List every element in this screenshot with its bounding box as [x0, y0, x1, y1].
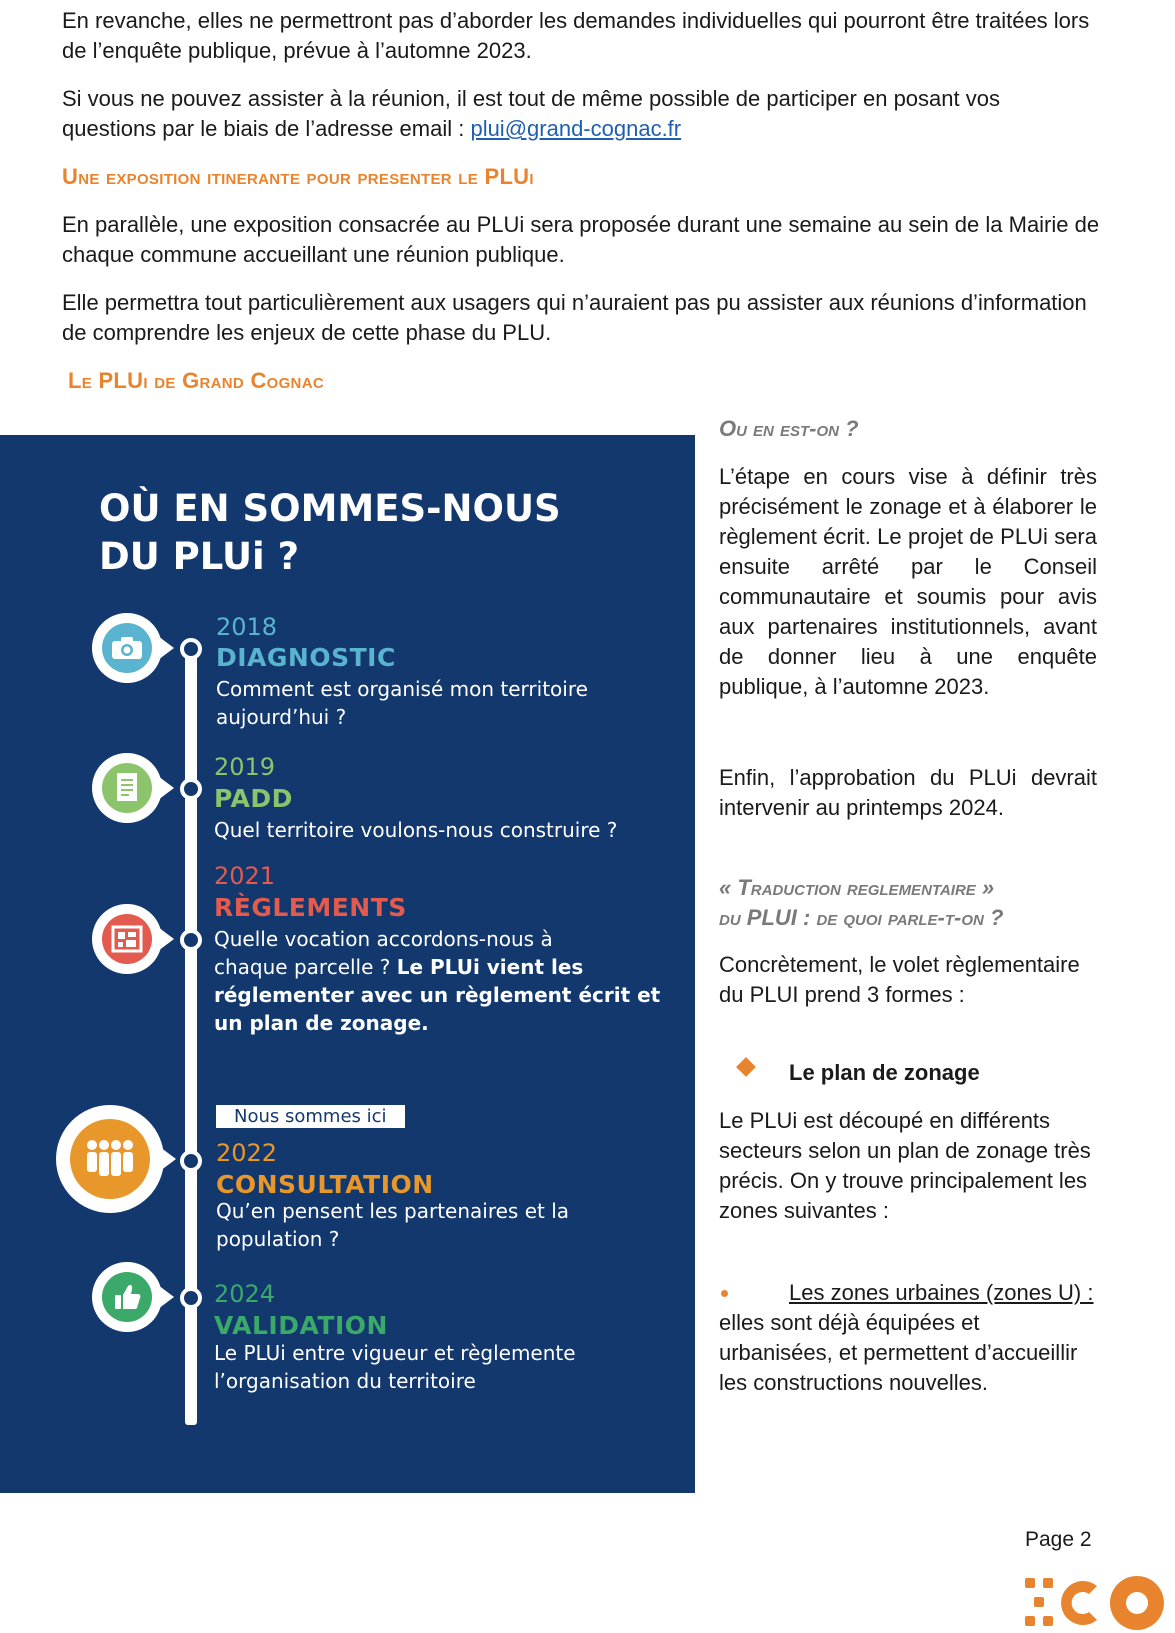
intro-paragraph-1: En revanche, elles ne permettront pas d’aborder les demandes individuelles qui pourront être traitées lors de l’enquête publique, prévue à l’automne 2023.: [62, 8, 1090, 63]
timeline-dot-2022: [180, 1150, 202, 1172]
step-name-validation: VALIDATION: [214, 1311, 388, 1340]
current-stage-paragraph: L’étape en cours vise à définir très précisément le zonage et à élaborer le règlement écrit. Le projet de PLUi sera ensuite arrêté par le Conseil communautaire et soumis pour avis aux partenaires institutionnels, avant de donner lieu à une enquête publique, à l’automne 2023.: [719, 464, 1097, 699]
grand-cognac-logo: [1025, 1572, 1175, 1633]
step-desc-validation-l2: l’organisation du territoire: [214, 1369, 476, 1393]
traduction-heading-line-2: du PLUI : de quoi parle-t-on ?: [719, 905, 1004, 930]
timeline-dot-2018: [180, 638, 202, 660]
step-year-2018: 2018: [216, 613, 278, 641]
step-desc-reglements-l4-bold: un plan de zonage.: [214, 1011, 429, 1035]
infographic-title: [99, 485, 561, 581]
timeline-dot-2024: [180, 1287, 202, 1309]
urban-zones-text: elles sont déjà équipées et urbanisées, et permettent d’accueillir les constructions nouvelles.: [719, 1310, 1078, 1395]
step-name-padd: PADD: [214, 784, 293, 813]
people-icon: [84, 1137, 136, 1181]
zoning-plan-item: Le plan de zonage: [789, 1060, 980, 1085]
step-desc-diagnostic-l1: Comment est organisé mon territoire: [216, 677, 588, 701]
step-year-2021: 2021: [214, 862, 276, 890]
validation-bubble: [92, 1262, 162, 1332]
step-year-2019: 2019: [214, 753, 276, 781]
step-desc-reglements-l1: Quelle vocation accordons-nous à: [214, 927, 553, 951]
step-name-reglements: RÈGLEMENTS: [214, 893, 407, 922]
step-desc-reglements: [214, 925, 674, 1037]
step-year-2024: 2024: [214, 1280, 276, 1308]
consultation-bubble: [56, 1105, 164, 1213]
timeline-infographic: [0, 435, 695, 1493]
step-desc-padd: Quel territoire voulons-nous construire ?: [214, 818, 618, 842]
camera-icon: [110, 635, 144, 661]
step-desc-reglements-l2-plain: chaque parcelle ?: [214, 955, 397, 979]
plui-heading: Le PLUi de Grand Cognac: [68, 368, 324, 393]
thumbs-up-icon: [112, 1282, 142, 1312]
intro-paragraph-2: [62, 84, 1100, 144]
exposition-paragraph-2: Elle permettra tout particulièrement aux usagers qui n’auraient pas pu assister aux réunions d’information de comprendre les enjeux de cette phase du PLU.: [62, 290, 1087, 345]
urban-zones-label: Les zones urbaines (zones U) :: [789, 1280, 1094, 1305]
timeline-rail: [185, 653, 197, 1425]
email-link[interactable]: plui@grand-cognac.fr: [470, 116, 682, 141]
step-desc-reglements-l2-bold: Le PLUi vient les: [396, 955, 584, 979]
step-year-2022: 2022: [216, 1139, 278, 1167]
step-desc-diagnostic-l2: aujourd’hui ?: [216, 705, 347, 729]
step-desc-reglements-l3-bold: réglementer avec un règlement écrit et: [214, 983, 661, 1007]
diamond-bullet-icon: [736, 1057, 756, 1077]
intro-paragraph-2-text: Si vous ne pouvez assister à la réunion, il est tout de même possible de participer en posant vos questions par le biais de l’adresse email :: [62, 86, 1000, 141]
traduction-heading-line-1: « Traduction reglementaire »: [719, 875, 995, 900]
where-heading: Ou en est-on ?: [719, 416, 859, 441]
map-icon: [111, 925, 143, 953]
exposition-paragraph-1: En parallèle, une exposition consacrée au PLUi sera proposée durant une semaine au sein de la Mairie de chaque commune accueillant une réunion publique.: [62, 212, 1100, 267]
traduction-heading: [719, 873, 1003, 933]
zoning-paragraph: Le PLUi est découpé en différents secteurs selon un plan de zonage très précis. On y trouve principalement les zones suivantes :: [719, 1108, 1091, 1223]
timeline-dot-2019: [180, 778, 202, 800]
step-desc-diagnostic: [216, 675, 656, 731]
step-desc-validation-l1: Le PLUi entre vigueur et règlemente: [214, 1341, 576, 1365]
step-desc-consultation-l1: Qu’en pensent les partenaires et la: [216, 1199, 570, 1223]
exposition-heading: Une exposition itinerante pour presenter le PLUi: [62, 164, 534, 189]
diagnostic-bubble: [92, 613, 162, 683]
forms-paragraph: Concrètement, le volet règlementaire du PLUI prend 3 formes :: [719, 952, 1080, 1007]
step-desc-consultation-l2: population ?: [216, 1227, 340, 1251]
urban-zones-paragraph: [719, 1278, 1097, 1398]
infographic-title-line-1: OÙ EN SOMMES-NOUS: [99, 487, 561, 530]
step-desc-consultation: [216, 1197, 656, 1253]
timeline-dot-2021: [180, 929, 202, 951]
step-name-diagnostic: DIAGNOSTIC: [216, 643, 396, 672]
here-marker: Nous sommes ici: [216, 1105, 405, 1128]
step-name-consultation: CONSULTATION: [216, 1170, 434, 1199]
reglements-bubble: [92, 904, 162, 974]
page-number: Page 2: [1025, 1528, 1092, 1551]
document-icon: [114, 771, 142, 805]
infographic-title-line-2: DU PLUi ?: [99, 535, 300, 578]
approval-paragraph: Enfin, l’approbation du PLUi devrait intervenir au printemps 2024.: [719, 765, 1097, 820]
padd-bubble: [92, 753, 162, 823]
step-desc-validation: [214, 1339, 654, 1395]
